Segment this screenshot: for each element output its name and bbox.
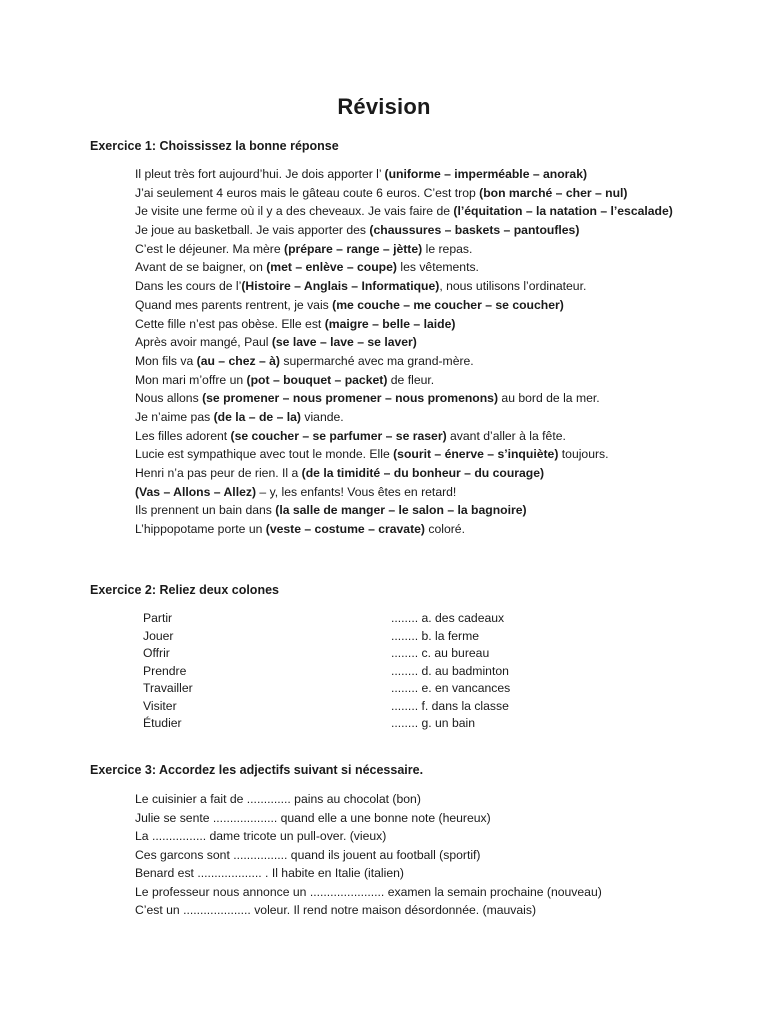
sentence-part: Il pleut très fort aujourd’hui. Je dois apporter l’: [135, 167, 385, 181]
item-text: [135, 296, 564, 315]
answer-choices: (Vas – Allons – Allez): [135, 484, 257, 499]
item-text: C’est un .................... voleur. Il rend notre maison désordonnée. (mauvais): [135, 903, 537, 917]
sentence-part: Mon mari m’offre un: [135, 372, 247, 387]
verb-left: Travailler: [143, 681, 193, 695]
item-text: [135, 202, 673, 221]
exercise3-heading: Exercice 3: Accordez les adjectifs suivant si nécessaire.: [90, 763, 424, 777]
item-text: [135, 258, 479, 277]
sentence-part: supermarché avec ma grand-mère.: [279, 353, 474, 368]
match-right: ........ d. au badminton: [391, 663, 509, 678]
sentence-part: Je joue au basketball. Je vais apporter des: [135, 223, 370, 238]
answer-choices: (de la timidité – du bonheur – du courage): [301, 466, 545, 480]
item-text: [135, 333, 417, 352]
sentence-part: Ils prennent un bain dans: [135, 503, 276, 518]
answer-choices: (se coucher – se parfumer – se raser): [230, 428, 447, 443]
sentence-part: Avant de se baigner, on: [135, 260, 267, 275]
sentence-part: avant d’aller à la fête.: [446, 428, 566, 443]
sentence-part: Les filles adorent: [135, 428, 231, 443]
verb-left: Jouer: [143, 628, 174, 643]
answer-choices: (prépare – range – jètte): [284, 241, 423, 256]
answer-choices: (la salle de manger – le salon – la bagnoire): [275, 503, 527, 518]
match-right: ........ b. la ferme: [391, 628, 480, 643]
verb-left: Visiter: [143, 698, 177, 713]
item-text: La ................ dame tricote un pull-over. (vieux): [135, 829, 387, 843]
sentence-part: Je n’aime pas: [135, 409, 214, 424]
match-right: ........ e. en vancances: [391, 681, 511, 695]
answer-choices: (veste – costume – cravate): [265, 522, 425, 537]
item-text: [135, 221, 579, 240]
item-text: [135, 408, 344, 427]
sentence-part: Nous allons: [135, 391, 203, 406]
item-text: [135, 240, 472, 259]
answer-choices: (se lave – lave – se laver): [271, 335, 417, 350]
verb-left: Prendre: [143, 663, 187, 678]
answer-choices: (maigre – belle – laide): [324, 316, 456, 331]
sentence-part: Après avoir mangé, Paul: [135, 335, 272, 350]
sentence-part: , nous utilisons l’ordinateur.: [439, 279, 587, 294]
sentence-part: J’ai seulement 4 euros mais le gâteau coute 6 euros. C’est trop: [135, 185, 480, 200]
item-text: [135, 352, 474, 371]
answer-choices: (chaussures – baskets – pantoufles): [369, 223, 580, 238]
sentence-part: C’est le déjeuner. Ma mère: [135, 241, 285, 256]
sentence-part: au bord de la mer.: [498, 391, 600, 406]
item-text: Ces garcons sont ................ quand ils jouent au football (sportif): [135, 847, 481, 862]
match-right: ........ c. au bureau: [391, 646, 490, 660]
verb-left: Offrir: [143, 646, 170, 660]
match-right: ........ a. des cadeaux: [391, 611, 505, 625]
answer-choices: (uniforme – imperméable – anorak): [384, 167, 588, 181]
match-right: ........ g. un bain: [391, 716, 476, 730]
answer-choices: (l’équitation – la natation – l’escalade): [453, 204, 673, 219]
exercise1-heading: Exercice 1: Choississez la bonne réponse: [90, 139, 339, 153]
item-text: [135, 520, 465, 539]
item-text: [135, 445, 609, 464]
sentence-part: viande.: [300, 409, 344, 424]
item-text: [135, 389, 600, 408]
item-text: Le professeur nous annonce un ...................... examen la semain prochaine (nouveau): [135, 884, 602, 899]
answer-choices: (pot – bouquet – packet): [246, 372, 388, 387]
answer-choices: (au – chez – à): [196, 353, 280, 368]
sentence-part: toujours.: [558, 447, 609, 462]
sentence-part: de fleur.: [387, 372, 435, 387]
sentence-part: Quand mes parents rentrent, je vais: [135, 297, 333, 312]
exercise2-heading: Exercice 2: Reliez deux colones: [90, 583, 279, 597]
sentence-part: Henri n’a pas peur de rien. Il a: [135, 466, 302, 480]
verb-left: Étudier: [143, 716, 182, 730]
item-text: Benard est ................... . Il habite en Italie (italien): [135, 866, 404, 880]
answer-choices: (Histoire – Anglais – Informatique): [241, 279, 440, 294]
item-text: [135, 371, 434, 390]
item-text: Julie se sente ................... quand elle a une bonne note (heureux): [135, 810, 491, 825]
answer-choices: (de la – de – la): [213, 409, 301, 424]
page-title: Révision: [337, 94, 431, 119]
item-text: [135, 277, 586, 296]
sentence-part: coloré.: [424, 522, 465, 537]
sentence-part: Mon fils va: [135, 353, 197, 368]
answer-choices: (se promener – nous promener – nous promenons): [202, 391, 499, 406]
item-text: [135, 184, 627, 203]
sentence-part: Je visite une ferme où il y a des cheveaux. Je vais faire de: [135, 204, 454, 219]
item-text: Le cuisinier a fait de ............. pains au chocolat (bon): [135, 792, 421, 806]
item-text: [135, 483, 456, 502]
sentence-part: Dans les cours de l’: [135, 279, 242, 294]
item-text: [135, 427, 566, 446]
sentence-part: le repas.: [422, 241, 473, 256]
item-text: [135, 464, 544, 483]
sentence-part: les vêtements.: [396, 260, 479, 275]
verb-left: Partir: [143, 611, 173, 625]
answer-choices: (bon marché – cher – nul): [479, 185, 628, 200]
match-right: ........ f. dans la classe: [391, 698, 509, 713]
answer-choices: (sourit – énerve – s’inquiète): [393, 447, 559, 462]
item-text: [135, 315, 455, 334]
sentence-part: Cette fille n’est pas obèse. Elle est: [135, 316, 325, 331]
answer-choices: (met – enlève – coupe): [266, 260, 397, 275]
answer-choices: (me couche – me coucher – se coucher): [332, 297, 564, 312]
sentence-part: Lucie est sympathique avec tout le monde. Elle: [135, 447, 394, 462]
item-text: [135, 501, 527, 520]
sentence-part: – y, les enfants! Vous êtes en retard!: [256, 484, 457, 499]
sentence-part: L’hippopotame porte un: [135, 522, 266, 537]
item-text: [135, 165, 587, 184]
